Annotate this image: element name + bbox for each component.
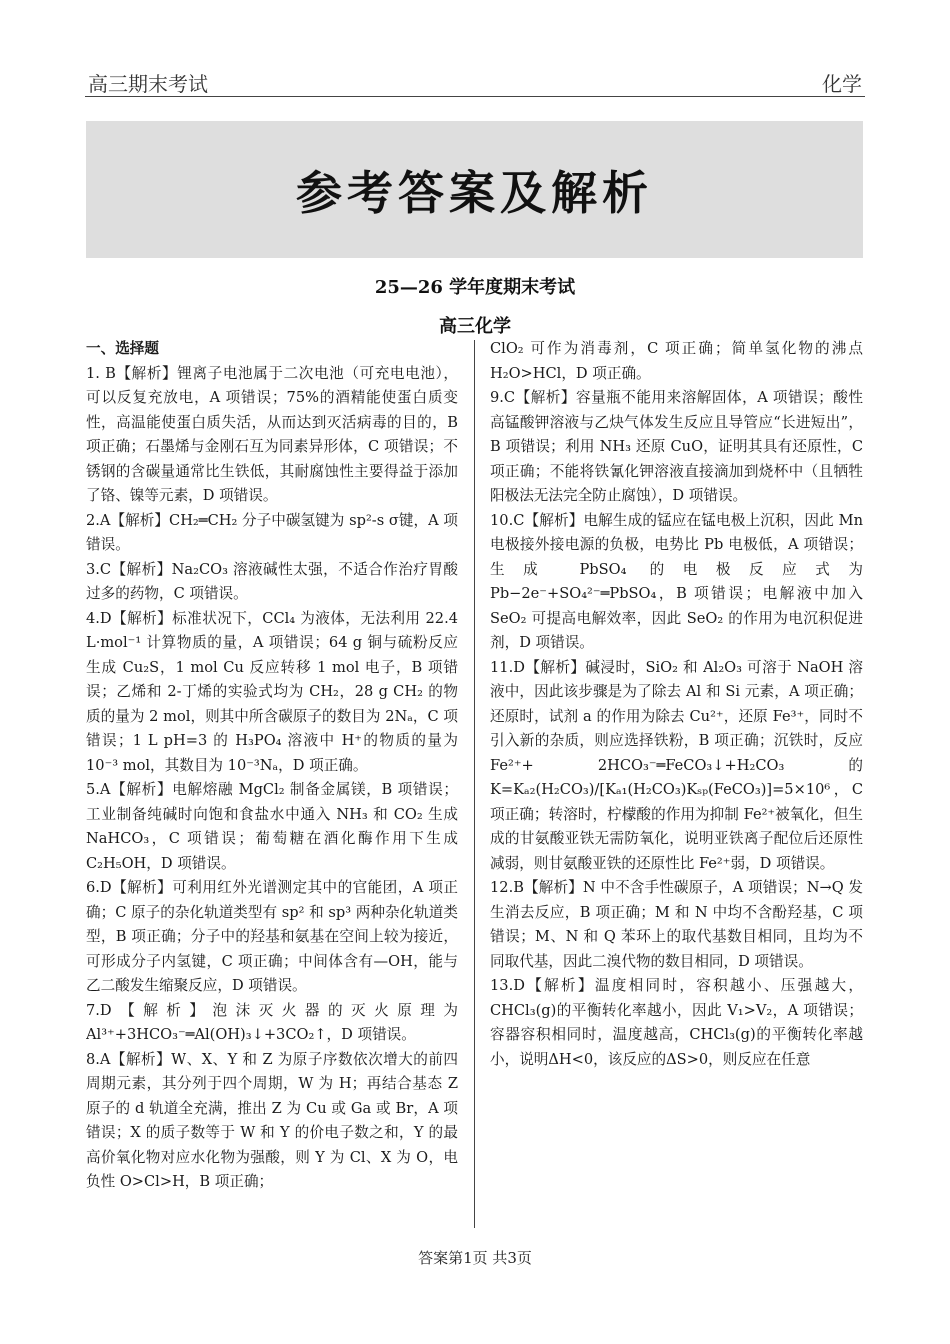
answer-paragraph: 12.B【解析】N 中不含手性碳原子，A 项错误；N→Q 发生消去反应，B 项正确；M 和 N 中均不含酚羟基，C 项错误；M、N 和 Q 苯环上的取代基数目相同，且均为不同取代基，因此二溴代物的数目相同，D 项错误。	[490, 879, 863, 970]
header-right: 化学	[822, 72, 862, 96]
answer-paragraph: 6.D【解析】可利用红外光谱测定其中的官能团，A 项正确；C 原子的杂化轨道类型有 sp² 和 sp³ 两种杂化轨道类型，B 项正确；分子中的羟基和氨基在空间上较为接近，可形成分子内氢键，C 项正确；中间体含有—OH，能与乙二酸发生缩聚反应，D 项错误。	[86, 879, 458, 994]
subject-subtitle: 高三化学	[439, 316, 511, 337]
answer-paragraph: 3.C【解析】Na₂CO₃ 溶液碱性太强，不适合作治疗胃酸过多的药物，C 项错误。	[86, 560, 458, 602]
answer-paragraph: 1. B【解析】锂离子电池属于二次电池（可充电电池），可以反复充放电，A 项错误；75%的酒精能使蛋白质变性，高温能使蛋白质失活，从而达到灭活病毒的目的，B 项正确；石墨烯与金刚石互为同素异形体，C 项错误；不锈钢的含碳量通常比生铁低，其耐腐蚀性主要得益于添加了铬、镍等元素，D 项错误。	[86, 364, 458, 504]
page-title: 参考答案及解析	[296, 166, 653, 220]
answer-paragraph: 13.D【解析】温度相同时，容积越小、压强越大，CHCl₃(g)的平衡转化率越小，因此 V₁>V₂，A 项错误；容器容积相同时，温度越高，CHCl₃(g)的平衡转化率越小，说明ΔH<0，该反应的ΔS>0，则反应在任意	[490, 977, 863, 1068]
title-banner	[86, 121, 863, 258]
answer-paragraph: 8.A【解析】W、X、Y 和 Z 为原子序数依次增大的前四周期元素，其分列于四个周期，W 为 H；再结合基态 Z 原子的 d 轨道全充满，推出 Z 为 Cu 或 Ga 或 Br，A 项错误；X 的质子数等于 W 和 Y 的价电子数之和，Y 的最高价氧化物对应水化物为强酸，则 Y 为 Cl、X 为 O，电负性 O>Cl>H，B 项正确；	[86, 1050, 458, 1190]
section-heading: 一、选择题	[86, 340, 159, 357]
header-left: 高三期末考试	[88, 72, 208, 96]
header-rule	[85, 96, 865, 97]
answer-paragraph: 10.C【解析】电解生成的锰应在锰电极上沉积，因此 Mn 电极接外接电源的负极，电势比 Pb 电极低，A 项错误；生成 PbSO₄ 的电极反应式为 Pb−2e⁻+SO₄²⁻═PbSO₄，B 项错误；电解液中加入 SeO₂ 可提高电解效率，因此 SeO₂ 的作用为电沉积促进剂，D 项错误。	[490, 511, 863, 651]
answer-paragraph: 7.D【解析】泡沫灭火器的灭火原理为 Al³⁺+3HCO₃⁻═Al(OH)₃↓+3CO₂↑，D 项错误。	[86, 1001, 458, 1043]
column-divider	[474, 340, 475, 1228]
page-footer: 答案第1页 共3页	[418, 1249, 532, 1267]
exam-subtitle: 25—26 学年度期末考试	[374, 277, 576, 298]
answer-paragraph: 9.C【解析】容量瓶不能用来溶解固体，A 项错误；酸性高锰酸钾溶液与乙炔气体发生反应且导管应“长进短出”，B 项错误；利用 NH₃ 还原 CuO，证明其具有还原性，C 项正确；不能将铁氰化钾溶液直接滴加到烧杯中（且牺牲阳极法无法完全防止腐蚀），D 项错误。	[490, 389, 863, 504]
answer-paragraph: ClO₂ 可作为消毒剂，C 项正确；简单氢化物的沸点 H₂O>HCl，D 项正确。	[490, 340, 863, 382]
answer-paragraph: 5.A【解析】电解熔融 MgCl₂ 制备金属镁，B 项错误；工业制备纯碱时向饱和食盐水中通入 NH₃ 和 CO₂ 生成 NaHCO₃，C 项错误；葡萄糖在酒化酶作用下生成 C₂H₅OH，D 项错误。	[86, 781, 458, 872]
answer-paragraph: 4.D【解析】标准状况下，CCl₄ 为液体，无法利用 22.4 L·mol⁻¹ 计算物质的量，A 项错误；64 g 铜与硫粉反应生成 Cu₂S，1 mol Cu 反应转移 1 mol 电子，B 项错误；乙烯和 2-丁烯的实验式均为 CH₂，28 g CH₂ 的物质的量为 2 mol，则其中所含碳原子的数目为 2Nₐ，C 项错误；1 L pH=3 的 H₃PO₄ 溶液中 H⁺的物质的量为 10⁻³ mol，其数目为 10⁻³Nₐ，D 项正确。	[86, 609, 458, 774]
left-column	[86, 337, 458, 1227]
answer-paragraph: 2.A【解析】CH₂═CH₂ 分子中碳氢键为 sp²-s σ键，A 项错误。	[86, 511, 458, 553]
answer-paragraph: 11.D【解析】碱浸时，SiO₂ 和 Al₂O₃ 可溶于 NaOH 溶液中，因此该步骤是为了除去 Al 和 Si 元素，A 项正确；还原时，试剂 a 的作用为除去 Cu²⁺，还原 Fe³⁺，同时不引入新的杂质，则应选择铁粉，B 项正确；沉铁时，反应 Fe²⁺+ 2HCO₃⁻═FeCO₃↓+H₂CO₃ 的 K=Kₐ₂(H₂CO₃)/[Kₐ₁(H₂CO₃)Kₛₚ(FeCO₃)]=5×10⁶，C 项正确；转溶时，柠檬酸的作用为抑制 Fe²⁺被氧化，但生成的甘氨酸亚铁无需防氧化，说明亚铁离子配位后还原性减弱，则甘氨酸亚铁的还原性比 Fe²⁺弱，D 项错误。	[490, 658, 863, 872]
right-column	[490, 337, 863, 1227]
